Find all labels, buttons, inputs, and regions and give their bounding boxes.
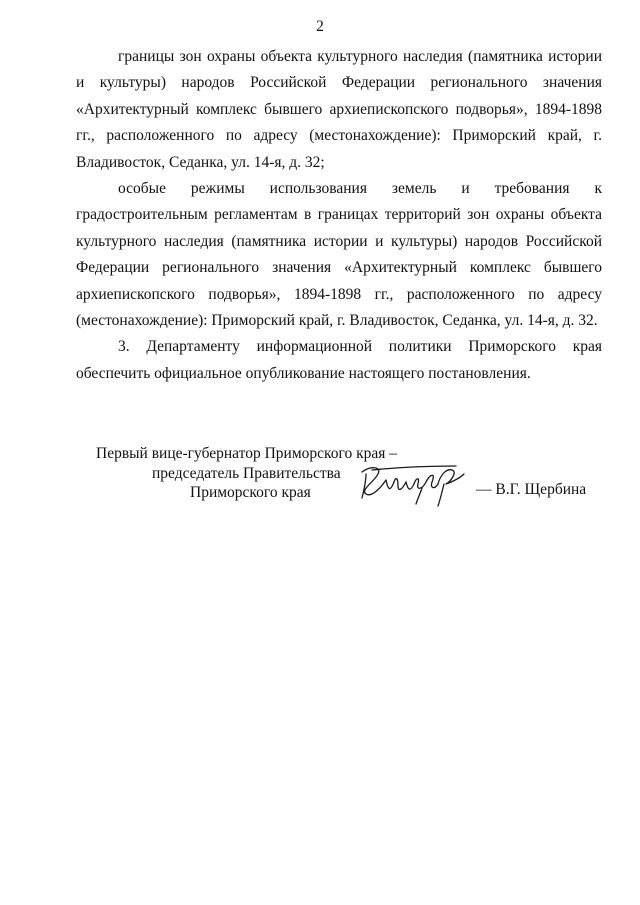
position-line-2: председатель Правительства <box>152 464 341 482</box>
signer-line <box>476 480 586 500</box>
paragraph-publication: 3. Департаменту информационной политики Приморского края обеспечить официальное опубликование настоящего постановления. <box>76 338 602 382</box>
signer-name: В.Г. Щербина <box>495 481 587 498</box>
signatory-position <box>96 444 396 503</box>
signature-dash: — <box>476 481 492 498</box>
handwritten-signature <box>352 460 472 508</box>
page-number: 2 <box>316 18 324 35</box>
document-body <box>76 44 602 387</box>
position-line-3: Приморского края <box>190 484 311 501</box>
paragraph-boundaries: границы зон охраны объекта культурного наследия (памятника истории и культуры) народов Российской Федерации регионального значения «Архитектурный комплекс бывшего архиепископского подворья», 1894-1898 гг., расположенного по адресу (местонахождение): Приморский край, г. Владивосток, Седанка, ул. 14-я, д. 32; <box>76 48 602 171</box>
position-line-1: Первый вице-губернатор Приморского края – <box>96 445 398 462</box>
paragraph-land-use-regimes: особые режимы использования земель и требования к градостроительным регламентам в границах территорий зон охраны объекта культурного наследия (памятника истории и культуры) народов Российской Федерации регионального значения «Архитектурный комплекс бывшего архиепископского подворья», 1894-1898 гг., расположенного по адресу (местонахождение): Приморский край, г. Владивосток, Седанка, ул. 14-я, д. 32. <box>76 180 602 330</box>
